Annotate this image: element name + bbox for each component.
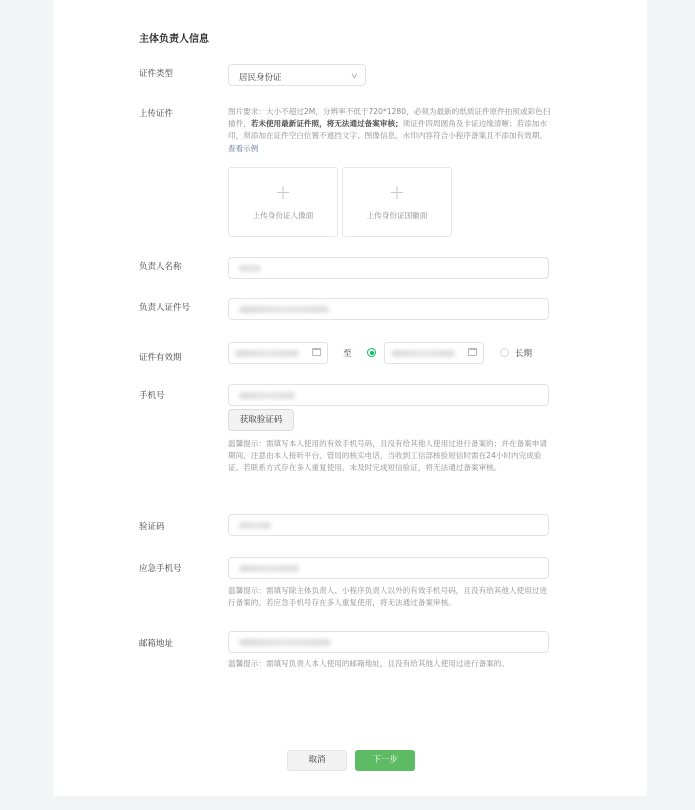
email-hint: 温馨提示：需填写负责人本人使用的邮箱地址，且没有给其他人使用过进行备案的。 xyxy=(228,659,509,668)
redacted-value xyxy=(239,639,331,646)
phone-label: 手机号 xyxy=(139,391,165,401)
upload-back-label: 上传身份证国徽面 xyxy=(366,211,428,220)
plus-icon: + xyxy=(274,180,292,204)
upload-hint-text: 图片要求：大小不超过2M，分辨率不低于720*1280，必须为最新的纸质证件原件拍照或彩色扫描件， xyxy=(228,107,551,129)
upload-front-label: 上传身份证人像面 xyxy=(252,211,314,220)
redacted-value xyxy=(239,306,329,313)
next-button[interactable]: 下一步 xyxy=(355,750,415,771)
redacted-value xyxy=(235,350,299,357)
validity-end-date[interactable] xyxy=(384,342,484,364)
redacted-value xyxy=(239,265,261,272)
upload-back-box[interactable] xyxy=(342,167,452,237)
validity-separator: 至 xyxy=(343,349,352,359)
redacted-value xyxy=(391,350,455,357)
person-id-input[interactable] xyxy=(228,298,549,320)
person-name-label: 负责人名称 xyxy=(139,262,182,272)
verify-code-input[interactable] xyxy=(228,514,549,536)
validity-label: 证件有效期 xyxy=(139,353,182,363)
redacted-value xyxy=(239,522,271,529)
verify-code-label: 验证码 xyxy=(139,522,165,532)
upload-label: 上传证件 xyxy=(139,109,174,119)
id-type-label: 证件类型 xyxy=(139,69,174,79)
person-id-label: 负责人证件号 xyxy=(139,303,191,313)
upload-hint-text-2: 须证件四周圆角及卡证边缘清晰；若添加水印，须添加在证件空白位置不遮挡文字、图像信息，水印内容符合小程序备案且不添加有效期。 xyxy=(228,119,547,141)
calendar-icon xyxy=(312,348,321,356)
emergency-phone-input[interactable] xyxy=(228,557,549,579)
redacted-value xyxy=(239,565,299,572)
chevron-down-icon: v xyxy=(351,71,358,80)
end-date-radio[interactable] xyxy=(367,348,376,357)
phone-hint: 温馨提示：需填写本人使用的有效手机号码，且没有给其他人使用过进行备案的；并在备案申请期间，注意由本人接听平台、管局的核实电话，当收到工信部核验短信时需在24小时内完成验证。若联系方式存在多人重复使用、未及时完成短信验证，将无法通过备案审核。 xyxy=(228,439,547,473)
upload-hint xyxy=(228,106,551,155)
upload-front-box[interactable] xyxy=(228,167,338,237)
upload-hint-bold: 若未使用最新证件照，将无法通过备案审核； xyxy=(250,119,403,129)
calendar-icon xyxy=(468,348,477,356)
long-term-label: 长期 xyxy=(515,349,533,359)
redacted-value xyxy=(239,392,295,399)
plus-icon: + xyxy=(388,180,406,204)
email-label: 邮箱地址 xyxy=(139,639,174,649)
email-input[interactable] xyxy=(228,631,549,653)
emergency-phone-label: 应急手机号 xyxy=(139,564,182,574)
cancel-button[interactable]: 取消 xyxy=(287,750,347,771)
section-title: 主体负责人信息 xyxy=(139,34,209,45)
emergency-phone-hint: 温馨提示：需填写除主体负责人、小程序负责人以外的有效手机号码，且没有给其他人使用过进行备案的。若应急手机号存在多人重复使用，将无法通过备案审核。 xyxy=(228,586,547,608)
phone-input[interactable] xyxy=(228,384,549,406)
long-term-radio[interactable] xyxy=(500,348,509,357)
id-type-select[interactable] xyxy=(228,64,366,86)
validity-start-date[interactable] xyxy=(228,342,328,364)
person-name-input[interactable] xyxy=(228,257,549,279)
get-code-button[interactable]: 获取验证码 xyxy=(228,409,294,431)
view-example-link[interactable]: 查看示例 xyxy=(228,143,259,153)
id-type-value: 居民身份证 xyxy=(239,73,282,83)
